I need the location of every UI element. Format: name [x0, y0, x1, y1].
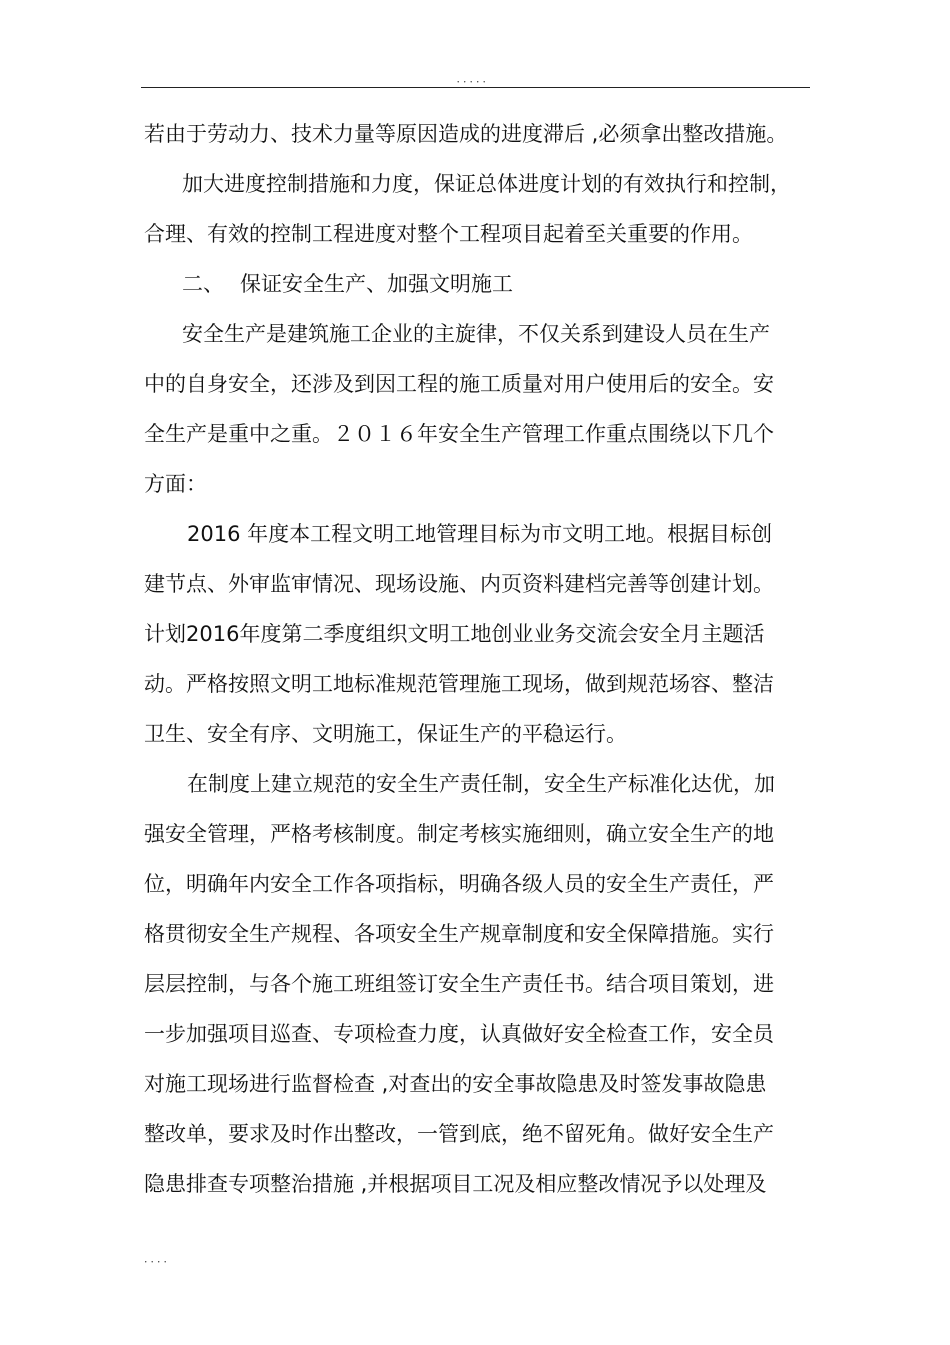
text-line: 加大进度控制措施和力度，保证总体进度计划的有效执行和控制， [182, 172, 791, 196]
text-line: 全生产是重中之重。２０１６年安全生产管理工作重点围绕以下几个 [144, 422, 774, 446]
text-line: 层层控制，与各个施工班组签订安全生产责任书。结合项目策划，进 [144, 972, 774, 996]
text-line: 中的自身安全，还涉及到因工程的施工质量对用户使用后的安全。安 [144, 372, 774, 396]
text-line: 动。严格按照文明工地标准规范管理施工现场，做到规范场容、整洁 [144, 672, 774, 696]
text-line: 安全生产是建筑施工企业的主旋律，不仅关系到建设人员在生产 [182, 322, 770, 346]
text-line: 隐患排查专项整治措施 ,并根据项目工况及相应整改情况予以处理及 [144, 1172, 767, 1196]
page-header: ．．．．． [141, 70, 810, 88]
text-line: 一步加强项目巡查、专项检查力度，认真做好安全检查工作，安全员 [144, 1022, 774, 1046]
text-line: 在制度上建立规范的安全生产责任制，安全生产标准化达优，加 [187, 772, 775, 796]
text-line: 格贯彻安全生产规程、各项安全生产规章制度和安全保障措施。实行 [144, 922, 774, 946]
text-line: 2016 年度本工程文明工地管理目标为市文明工地。根据目标创 [187, 522, 773, 546]
text-line: 建节点、外审监审情况、现场设施、内页资料建档完善等创建计划。 [144, 572, 774, 596]
section-number: 二、 [182, 272, 224, 296]
text-line: 整改单，要求及时作出整改，一管到底，绝不留死角。做好安全生产 [144, 1122, 774, 1146]
text-line: 方面： [144, 472, 207, 496]
section-title: 保证安全生产、加强文明施工 [240, 272, 513, 296]
section-heading [144, 259, 810, 309]
text-line: 若由于劳动力、技术力量等原因造成的进度滞后 ,必须拿出整改措施。 [144, 122, 788, 146]
text-line: 计划2016年度第二季度组织文明工地创业业务交流会安全月主题活 [144, 622, 765, 646]
document-body [144, 109, 810, 1209]
text-line: 合理、有效的控制工程进度对整个工程项目起着至关重要的作用。 [144, 222, 753, 246]
page-footer: ．．．． [144, 1252, 176, 1265]
text-line: 卫生、安全有序、文明施工，保证生产的平稳运行。 [144, 722, 627, 746]
text-line: 强安全管理，严格考核制度。制定考核实施细则，确立安全生产的地 [144, 822, 774, 846]
text-line: 对施工现场进行监督检查 ,对查出的安全事故隐患及时签发事故隐患 [144, 1072, 767, 1096]
text-line: 位，明确年内安全工作各项指标，明确各级人员的安全生产责任，严 [144, 872, 774, 896]
